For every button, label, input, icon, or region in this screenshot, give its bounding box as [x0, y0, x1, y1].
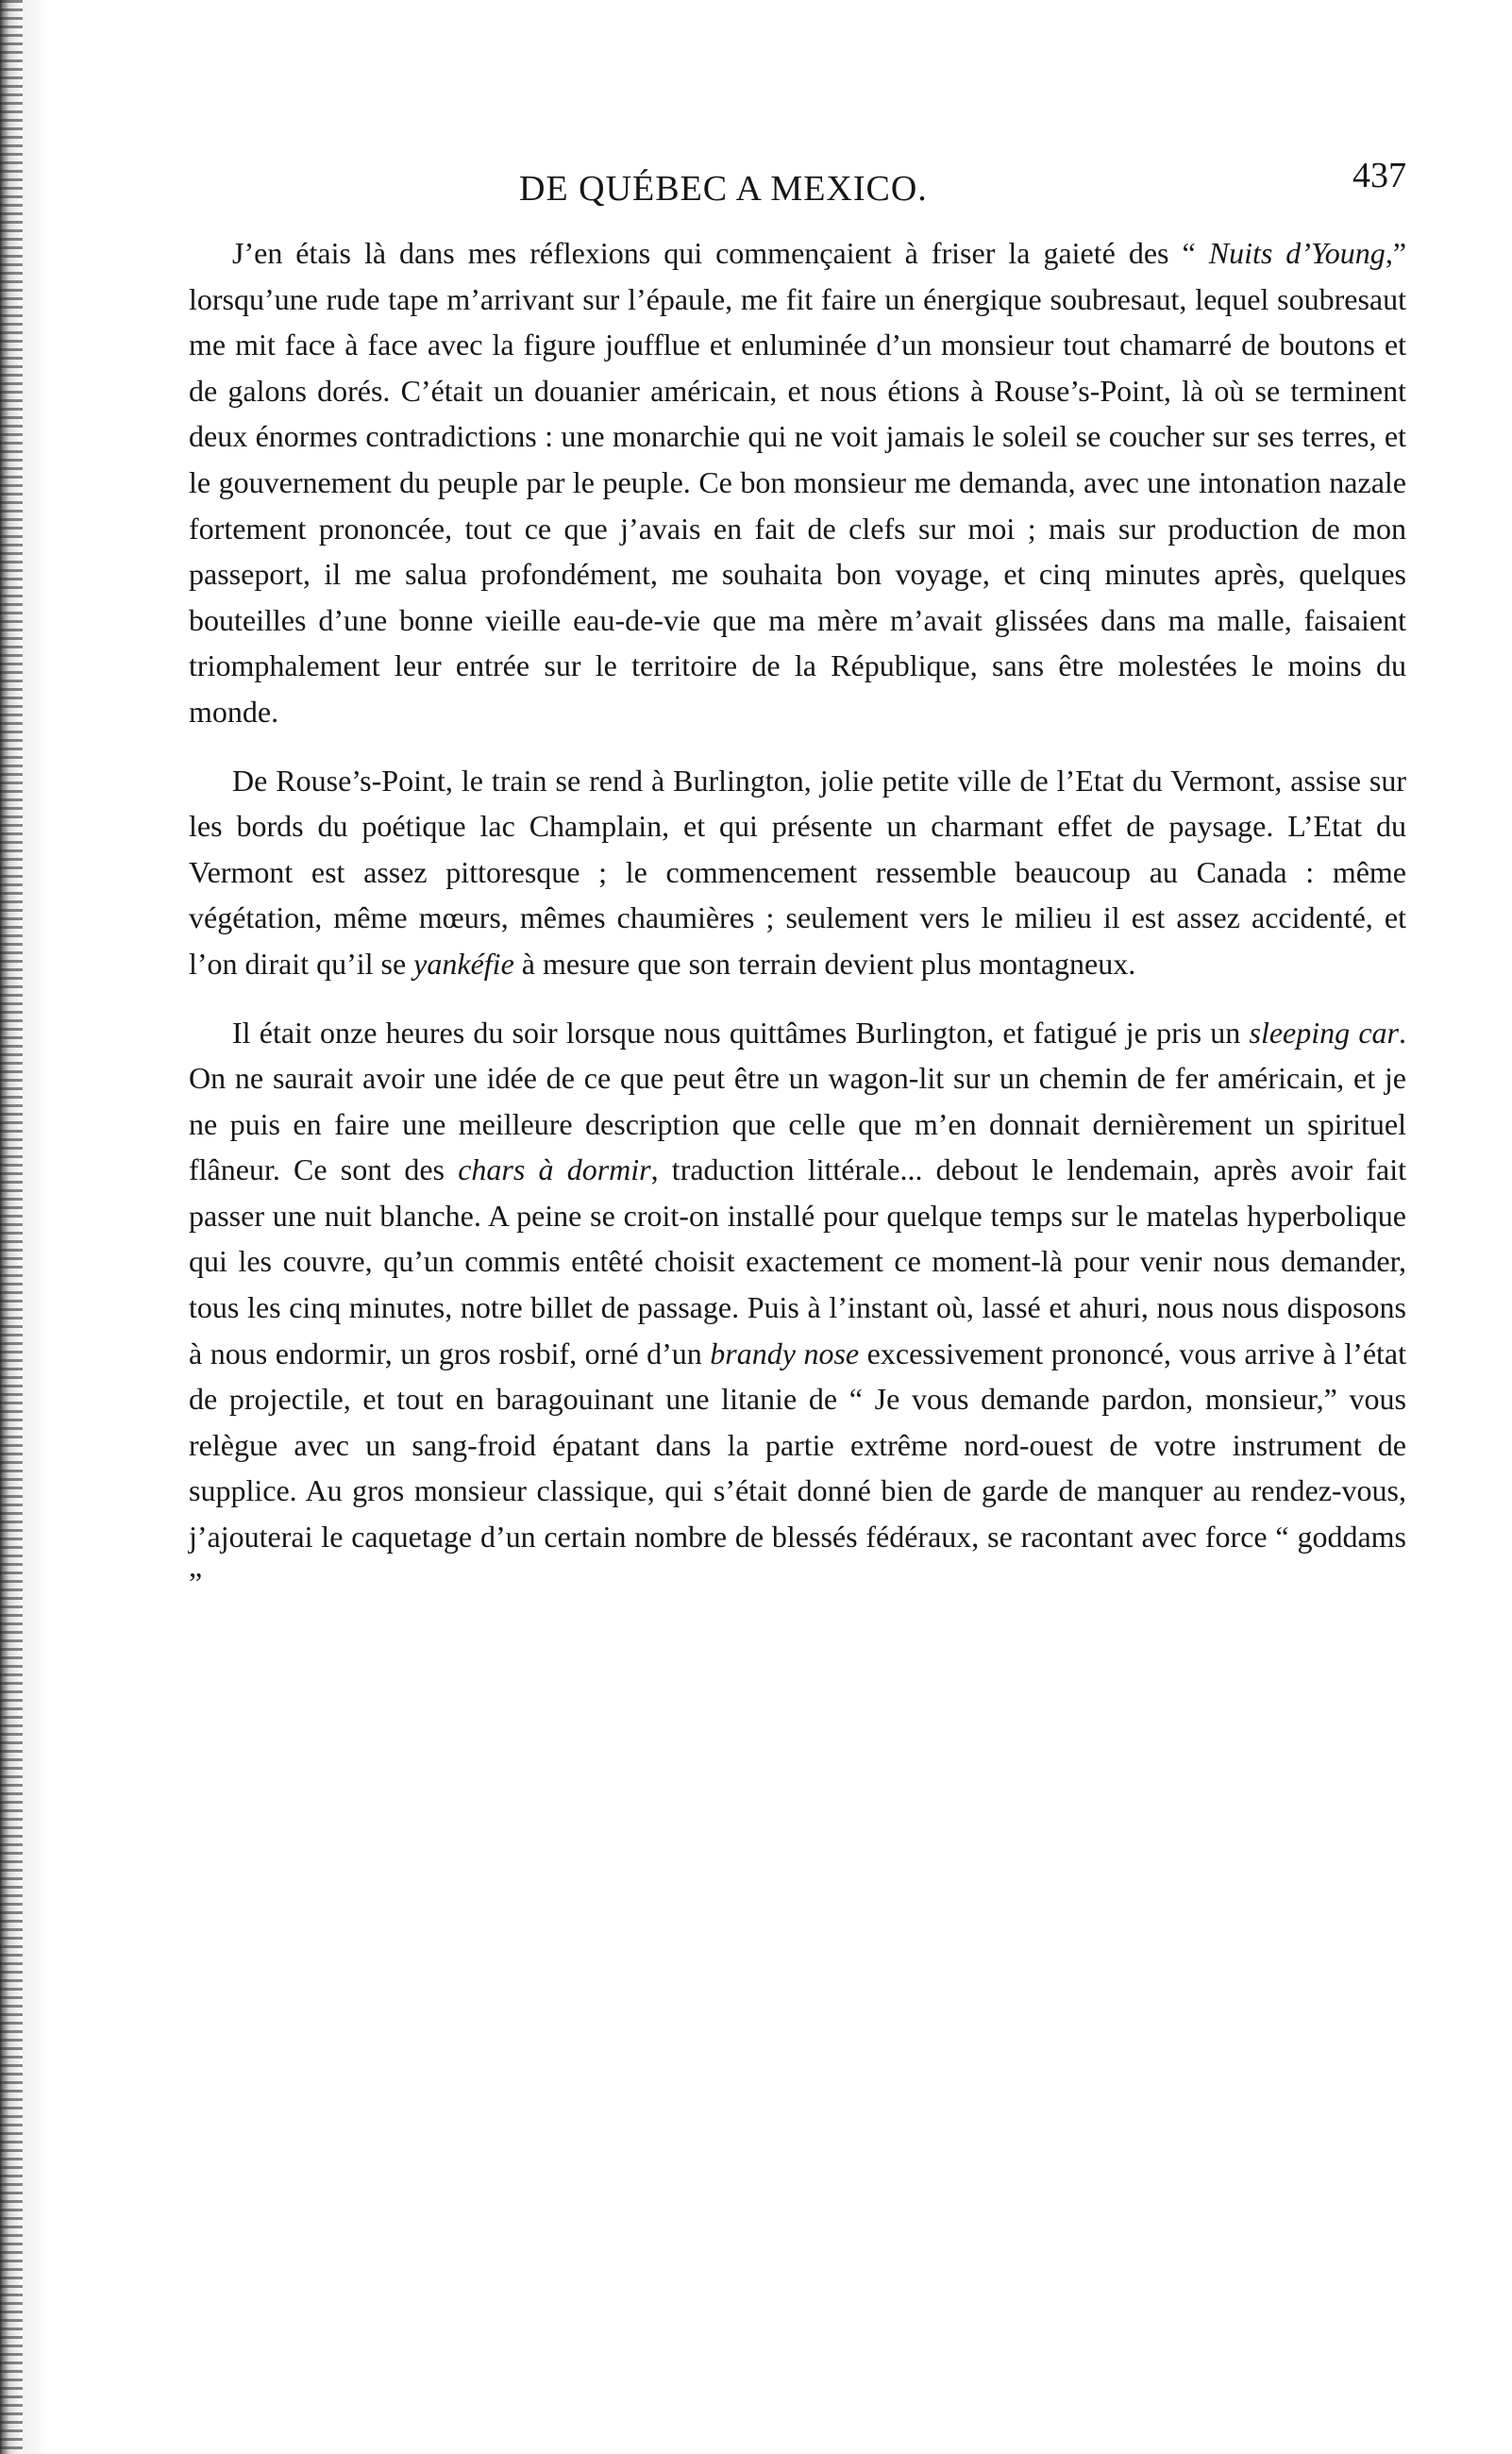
paragraph-1 [189, 230, 1406, 735]
paragraph-3-text-3: , traduction littérale... debout le lendemain, après avoir fait passer une nuit blanche. A peine se croit-on installé pour quelque temps sur le matelas hyperbolique qui les couvre, qu’un commis entêté choisit exactement ce moment-là pour venir nous demander, tous les cinq minutes, notre billet de passage. Puis à l’instant où, lassé et ahuri, nous nous disposons à nous endormir, un gros rosbif, orné d’un [189, 1152, 1407, 1370]
page-number: 437 [1352, 156, 1406, 195]
page-binding-shadow [23, 0, 51, 2454]
paragraph-3-text-2: . On ne saurait avoir une idée de ce que peut être un wagon-lit sur un chemin de fer américain, et je ne puis en faire une meilleure description que celle que m’en donnait dernièrement un spirituel flâneur. Ce sont des [189, 1015, 1407, 1187]
paragraph-1-italic-1: Nuits d’Young [1208, 236, 1386, 270]
paragraph-3-italic-2: chars à dormir [458, 1152, 651, 1187]
page-binding-edge [0, 0, 23, 2454]
paragraph-1-text-2: ,” lorsqu’une rude tape m’arrivant sur l’épaule, me fit faire un énergique soubresaut, lequel soubresaut me mit face à face avec la figure joufflue et enluminée d’un monsieur tout chamarré de boutons et de galons dorés. C’était un douanier américain, et nous étions à Rouse’s-Point, là où se terminent deux énormes contradictions : une monarchie qui ne voit jamais le soleil se coucher sur ses terres, et le gouvernement du peuple par le peuple. Ce bon monsieur me demanda, avec une intonation nazale fortement prononcée, tout ce que j’avais en fait de clefs sur moi ; mais sur production de mon passeport, il me salua profondément, me souhaita bon voyage, et cinq minutes après, quelques bouteilles d’une bonne vieille eau-de-vie que ma mère m’avait glissées dans ma malle, faisaient triomphalement leur entrée sur le territoire de la République, sans être molestées le moins du monde. [189, 236, 1407, 729]
paragraph-2-text-2: à mesure que son terrain devient plus montagneux. [513, 946, 1136, 981]
paragraph-3-text-1: Il était onze heures du soir lorsque nous quittâmes Burlington, et fatigué je pris un [232, 1015, 1250, 1050]
paragraph-2 [189, 758, 1406, 987]
paragraph-3-italic-3: brandy nose [710, 1336, 860, 1370]
page-header [189, 151, 1406, 217]
paragraph-2-italic-1: yankéfie [413, 946, 514, 981]
paragraph-1-text-1: J’en étais là dans mes réflexions qui commençaient à friser la gaieté des “ [232, 236, 1209, 270]
paragraph-3 [189, 1010, 1406, 1606]
running-title: DE QUÉBEC A MEXICO. [519, 169, 928, 209]
paragraph-2-text-1: De Rouse’s-Point, le train se rend à Burlington, jolie petite ville de l’Etat du Vermont, assise sur les bords du poétique lac Champlain, et qui présente un charmant effet de paysage. L’Etat du Vermont est assez pittoresque ; le commencement ressemble beaucoup au Canada : même végétation, même mœurs, mêmes chaumières ; seulement vers le milieu il est assez accidenté, et l’on dirait qu’il se [189, 763, 1406, 981]
paragraph-3-italic-1: sleeping car [1249, 1015, 1400, 1050]
body-text [189, 230, 1406, 1605]
paragraph-3-text-4: excessivement prononcé, vous arrive à l’état de projectile, et tout en baragouinant une litanie de “ Je vous demande pardon, monsieur,” vous relègue avec un sang-froid épatant dans la partie extrême nord-ouest de votre instrument de supplice. Au gros monsieur classique, qui s’était donné bien de garde de manquer au rendez-vous, j’ajouterai le caquetage d’un certain nombre de blessés fédéraux, se racontant avec force “ goddams ” [189, 1336, 1407, 1600]
book-page [189, 151, 1406, 1628]
